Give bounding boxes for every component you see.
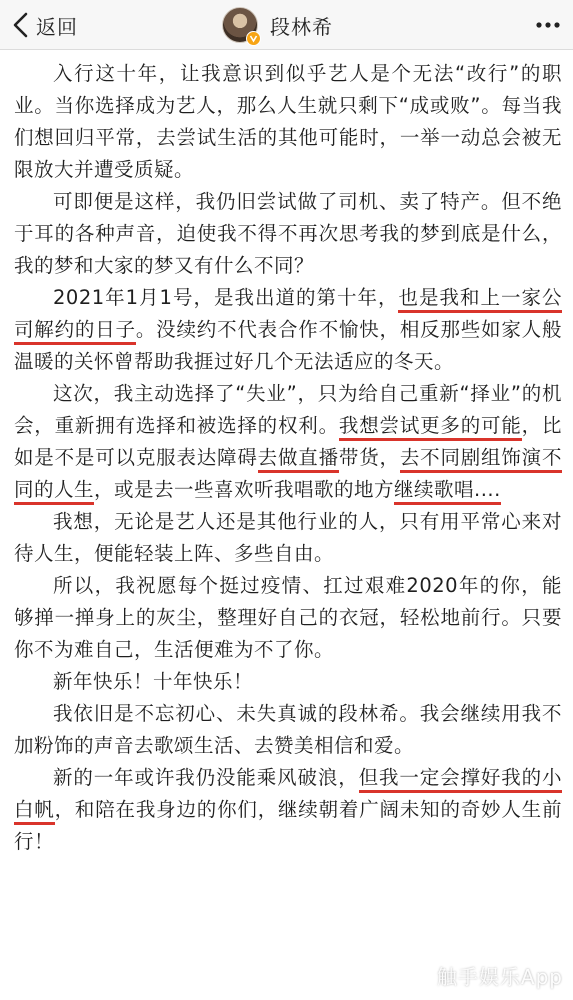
paragraph [14,58,562,186]
paragraph-text: 。没续约不代表合作不愉快，相反那些如家人般温暖的关怀曾帮助我捱过好几个无法适应的冬天。 [14,318,562,373]
watermark: 触手娱乐App [436,965,563,989]
paragraph-text: 新的一年或许我仍没能乘风破浪， [53,766,359,789]
paragraph [14,570,562,666]
paragraph-text: 我想，无论是艺人还是其他行业的人，只有用平常心来对待人生，便能轻装上阵、多些自由。 [14,510,562,565]
nav-bar [0,0,573,50]
paragraph [14,762,562,858]
paragraph-text: ，和陪在我身边的你们，继续朝着广阔未知的奇妙人生前行！ [14,798,562,853]
paragraph-text: 可即便是这样，我仍旧尝试做了司机、卖了特产。但不绝于耳的各种声音，迫使我不得不再次思考我的梦到底是什么，我的梦和大家的梦又有什么不同？ [14,190,562,277]
chevron-left-icon [10,11,32,39]
underlined-text: 继续歌唱.... [394,478,501,505]
paragraph-text: 我依旧是不忘初心、未失真诚的段林希。我会继续用我不加粉饰的声音去歌颂生活、去赞美相信和爱。 [14,702,562,757]
post-body [14,58,562,858]
more-icon[interactable] [535,14,561,36]
underlined-text: 但我一定会撑好我的小白帆 [14,766,562,825]
paragraph-text: 2021年1月1号，是我出道的第十年， [53,286,399,309]
profile-header[interactable] [222,7,333,43]
underlined-text: 去不同剧组饰演不同的人生 [14,446,562,505]
paragraph-text: 新年快乐！十年快乐！ [53,670,254,693]
back-label: 返回 [36,14,78,39]
paragraph [14,282,562,378]
paragraph-text: ，或是去一些喜欢听我唱歌的地方 [94,478,395,501]
page-title: 段林希 [270,14,333,39]
paragraph [14,186,562,282]
paragraph-text: ，比如是不是可以克服表达障碍 [14,414,562,469]
paragraph-text: 带货， [338,446,400,469]
back-button[interactable] [10,9,78,41]
paragraph-text: 入行这十年，让我意识到似乎艺人是个无法“改行”的职业。当你选择成为艺人，那么人生就只剩下“成或败”。每当我们想回归平常，去尝试生活的其他可能时，一举一动总会被无限放大并遭受质疑。 [14,62,562,181]
underlined-text: 去做直播 [258,446,339,473]
underlined-text: 也是我和上一家公司解约的日子 [14,286,562,345]
paragraph [14,378,562,506]
verified-badge-icon [246,31,261,46]
paragraph [14,666,562,698]
underlined-text: 我想尝试更多的可能 [339,414,522,441]
paragraph [14,506,562,570]
paragraph-text: 所以，我祝愿每个挺过疫情、扛过艰难2020年的你，能够掸一掸身上的灰尘，整理好自己的衣冠，轻松地前行。只要你不为难自己，生活便难为不了你。 [14,574,562,661]
paragraph [14,698,562,762]
paragraph-text: 这次，我主动选择了“失业”，只为给自己重新“择业”的机会，重新拥有选择和被选择的权利。 [14,382,562,437]
